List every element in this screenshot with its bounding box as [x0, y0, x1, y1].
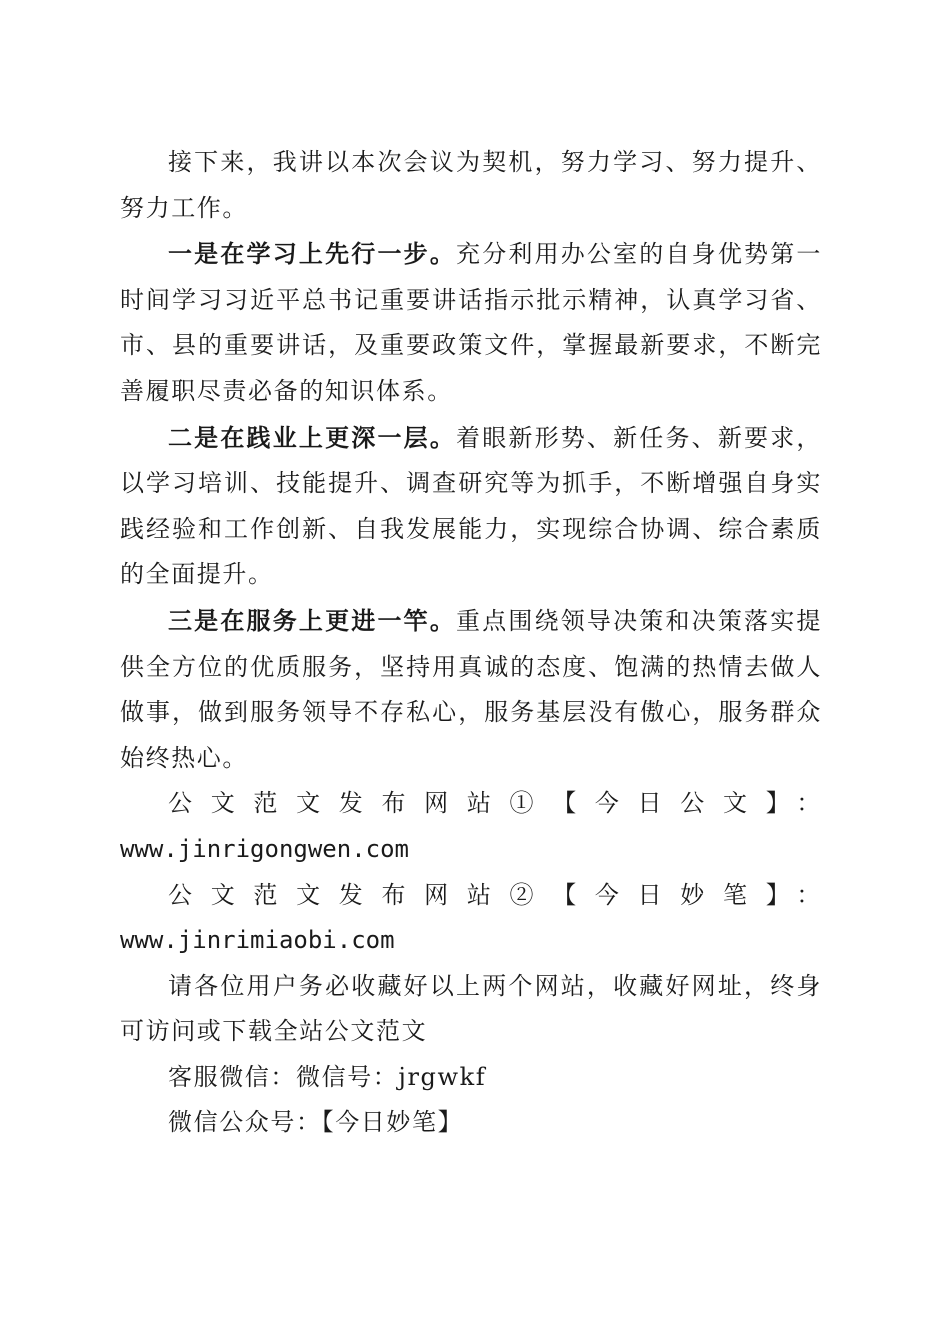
document-page: [120, 140, 822, 1146]
wechat-account-line: 微信公众号：【今日妙笔】: [168, 1108, 464, 1137]
point-three-paragraph: [120, 598, 822, 781]
intro-paragraph: 接下来，我讲以本次会议为契机，努力学习、努力提升、努力工作。: [120, 148, 822, 222]
site-two-label: 公文范文发布网站②【今日妙笔】：: [168, 880, 822, 909]
site-two-line: [120, 873, 822, 964]
notice-paragraph: 请各位用户务必收藏好以上两个网站，收藏好网址，终身可访问或下载全站公文范文: [120, 971, 822, 1046]
site-one-label: 公文范文发布网站①【今日公文】：: [168, 789, 822, 818]
point-one-lead: 一是在学习上先行一步。: [168, 239, 457, 269]
point-three-text: 重点围绕领导决策和决策落实提供全方位的优质服务，坚持用真诚的态度、饱满的热情去做人做事，做到服务领导不存私心，服务基层没有傲心，服务群众始终热心。: [120, 606, 822, 772]
point-one-paragraph: [120, 231, 822, 414]
point-one-text: 充分利用办公室的自身优势第一时间学习习近平总书记重要讲话指示批示精神，认真学习省、市、县的重要讲话，及重要政策文件，掌握最新要求，不断完善履职尽责必备的知识体系。: [120, 240, 822, 405]
point-two-lead: 二是在践业上更深一层。: [168, 422, 457, 452]
point-three-lead: 三是在服务上更进一竿。: [168, 605, 457, 635]
site-one-url-line: [120, 827, 822, 873]
site-two-url[interactable]: www.jinrimiaobi.com: [120, 926, 395, 955]
point-two-paragraph: [120, 415, 822, 598]
site-one-url[interactable]: www.jinrigongwen.com: [120, 834, 409, 863]
point-two-text: 着眼新形势、新任务、新要求，以学习培训、技能提升、调查研究等为抓手，不断增强自身实践经验和工作创新、自我发展能力，实现综合协调、综合素质的全面提升。: [120, 423, 822, 589]
site-one-line: [120, 781, 822, 827]
wechat-service-line: 客服微信：微信号：jrgwkf: [168, 1062, 487, 1091]
